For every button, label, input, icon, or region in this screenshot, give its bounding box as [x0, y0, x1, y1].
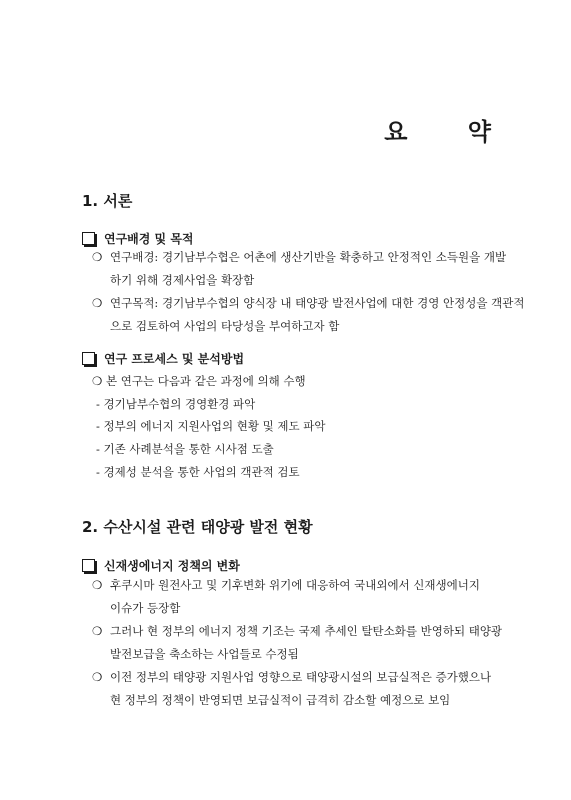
process-step: - 경제성 분석을 통한 사업의 객관적 검토: [96, 465, 300, 479]
process-step: - 경기남부수협의 경영환경 파악: [96, 397, 256, 411]
list-item: [92, 666, 492, 712]
section-2-heading: 2. 수산시설 관련 태양광 발전 현황: [82, 518, 313, 536]
checkbox-square-icon: [82, 232, 95, 245]
list-item: [92, 620, 503, 666]
circle-bullet-icon: ❍: [92, 624, 103, 638]
list-item-line: 으로 검토하여 사업의 타당성을 부여하고자 함: [110, 319, 340, 333]
subsection-heading-policy: [82, 557, 240, 574]
process-lead-text: ❍ 본 연구는 다음과 같은 과정에 의해 수행: [92, 374, 306, 388]
checkbox-square-icon: [82, 559, 95, 572]
page-title: 요 약: [384, 118, 517, 146]
subsection-heading-label: 신재생에너지 정책의 변화: [104, 559, 240, 573]
list-item: [92, 246, 507, 292]
list-item: [92, 574, 492, 620]
section-1-heading: 1. 서론: [82, 192, 133, 210]
checkbox-square-icon: [82, 352, 95, 365]
list-item-line: 후쿠시마 원전사고 및 기후변화 위기에 대응하여 국내외에서 신재생에너지: [110, 578, 480, 592]
list-item-line: 이슈가 등장함: [110, 601, 181, 615]
list-item-line: 이전 정부의 태양광 지원사업 영향으로 태양광시설의 보급실적은 증가했으나: [110, 670, 492, 684]
list-item-line: 발전보급을 축소하는 사업들로 수정됨: [110, 647, 299, 661]
list-item-line: 연구목적: 경기남부수협의 양식장 내 태양광 발전사업에 대한 경영 안정성을 객관적: [110, 296, 525, 310]
circle-bullet-icon: ❍: [92, 670, 103, 684]
list-item-line: 연구배경: 경기남부수협은 어촌에 생산기반을 확충하고 안정적인 소득원을 개발: [110, 250, 507, 264]
list-item-line: 그러나 현 정부의 에너지 정책 기조는 국제 추세인 탈탄소화를 반영하되 태양광: [110, 624, 503, 638]
subsection-heading-label: 연구배경 및 목적: [104, 232, 194, 246]
list-item-line: 하기 위해 경제사업을 확장함: [110, 273, 255, 287]
process-step: - 정부의 에너지 지원사업의 현황 및 제도 파악: [96, 419, 326, 433]
circle-bullet-icon: ❍: [92, 296, 103, 310]
subsection-heading-process: [82, 350, 244, 367]
list-item: [92, 292, 525, 338]
process-step: - 기존 사례분석을 통한 시사점 도출: [96, 442, 274, 456]
subsection-heading-label: 연구 프로세스 및 분석방법: [104, 352, 245, 366]
subsection-heading-background: [82, 230, 194, 247]
list-item-line: 현 정부의 정책이 반영되면 보급실적이 급격히 감소할 예정으로 보임: [110, 693, 451, 707]
circle-bullet-icon: ❍: [92, 250, 103, 264]
circle-bullet-icon: ❍: [92, 578, 103, 592]
